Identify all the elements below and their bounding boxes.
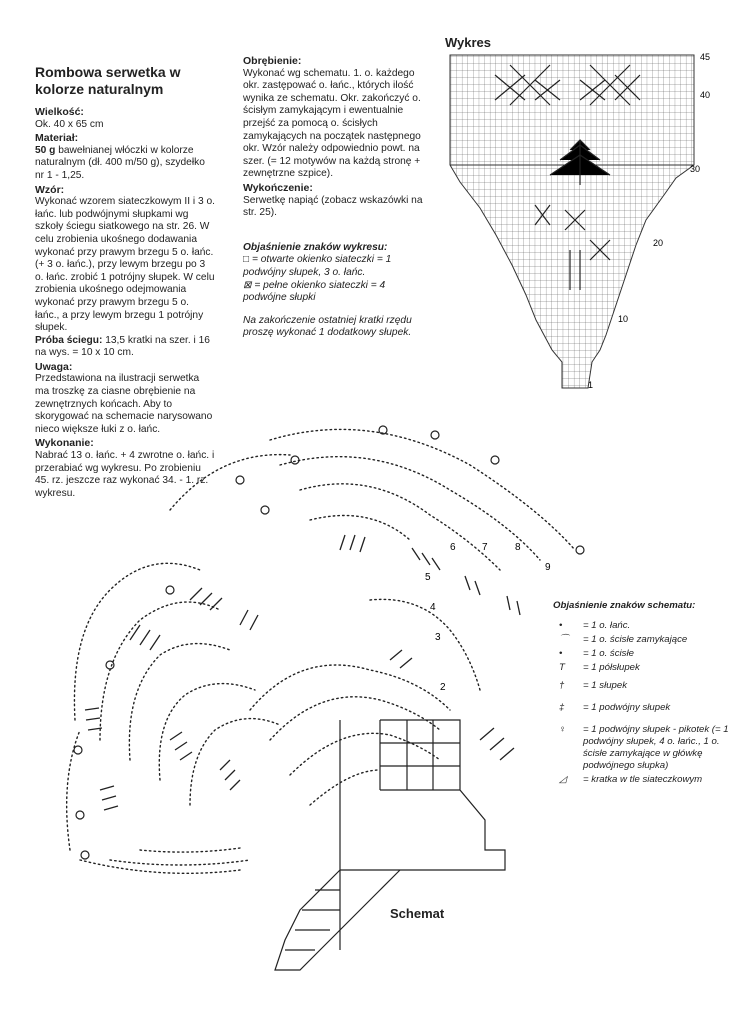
round-label-7: 7 [482, 542, 488, 553]
dc-icon: † [559, 680, 565, 691]
mesh-icon: ◿ [559, 774, 567, 785]
row-label-10: 10 [618, 314, 629, 324]
gauge-paragraph [35, 335, 215, 360]
open-square-icon: □ [243, 254, 250, 266]
legend-item-half-double: T = 1 półsłupek [553, 662, 743, 674]
arc-icon: ⌒ [559, 634, 569, 645]
note-heading: Uwaga: [35, 360, 73, 373]
row-label-20: 20 [653, 238, 664, 248]
legend-open-mesh: □ = otwarte okienko siateczki = 1 podwójny słupek, 3 o. łańc. [243, 254, 392, 278]
legend-item-double: † = 1 słupek [553, 680, 743, 692]
chart-title: Wykres [445, 35, 492, 50]
diagram-legend-heading: Objaśnienie znaków schematu: [553, 600, 696, 611]
round-label-3: 3 [435, 632, 441, 643]
execution-text: Nabrać 13 o. łańc. + 4 zwrotne o. łańc. i przerabiać wg wykresu. Po zrobieniu 45. rz. jeszcze raz wykonać 34. - 1. rz. wykresu. [35, 450, 215, 499]
legend-item-slip-stitch: • = 1 o. ścisłe [553, 648, 743, 660]
closing-note: Na zakończenie ostatniej kratki rzędu proszę wykonać 1 dodatkowy słupek. [243, 314, 412, 339]
pattern-text: Wykonać wzorem siateczkowym II i 3 o. łańc. lub podwójnymi słupkami wg szkoły ściegu siatkowego na str. 26. W celu zrobienia ukośnego dodawania wykonać przy prawym brzegu 5 o. łańc. (+ 3 o. łańc.), przy lewym brzegu po 3 o. łańc. zrobić 1 potrójny słupek. W celu zrobienia ukośnego odejmowania wykonać przy prawym brzegu 5 o. łańc., a przy lewym brzegu 1 potrójny słupek. [35, 196, 215, 334]
finishing-heading: Wykończenie: [243, 181, 313, 194]
pattern-heading: Wzór: [35, 183, 65, 196]
gauge-heading: Próba ściegu: [35, 334, 103, 346]
row-label-45: 45 [700, 52, 711, 62]
round-label-2: 2 [440, 682, 446, 693]
legend-item-slip-stitch-closing: ⌒ = 1 o. ścisłe zamykające [553, 634, 743, 646]
edging-heading: Obrębienie: [243, 55, 302, 67]
edging-text: Wykonać wg schematu. 1. o. każdego okr. zastępować o. łańc., których ilość wynika ze schematu. Okr. zakończyć o. ścisłym zamykającym i ewentualnie przejść za pomocą o. ścisłych zamykających na początek następnego okr. Wzór należy odpowiednio powt. na szer. (= 12 motywów na każdą stronę + zewnętrzne szpice). [243, 67, 421, 180]
round-label-9: 9 [545, 562, 551, 573]
legend-filled-mesh: ⊠ = pełne okienko siateczki = 4 podwójne słupki [243, 279, 386, 304]
tr-icon: ‡ [559, 702, 565, 713]
dot-icon: • [559, 620, 563, 631]
size-heading: Wielkość: [35, 106, 84, 118]
note-text: Przedstawiona na ilustracji serwetka ma troszkę za ciasne obrębienie na zewnętrznych końcach. Aby to skorygować na schemacie narysowano nieco większe łuki z o. łańc. [35, 373, 213, 435]
size-text: Ok. 40 x 65 cm [35, 118, 104, 130]
material-heading: Materiał: [35, 132, 79, 145]
finishing-text: Serwetkę napiąć (zobacz wskazówki na str. 25). [243, 194, 423, 219]
round-label-8: 8 [515, 542, 521, 553]
page-title: Rombowa serwetka w kolorze naturalnym [35, 64, 181, 97]
gauge-text: 13,5 kratki na szer. i 16 na wys. = 10 x 10 cm. [35, 334, 210, 359]
material-paragraph [35, 145, 215, 183]
diagram-title: Schemat [390, 906, 445, 921]
instructions-column-middle [243, 54, 423, 340]
dot-icon: • [559, 648, 563, 659]
legend-item-picot: ♀ = 1 podwójny słupek - pikotek (= 1 podwójny słupek, 4 o. łańc., 1 o. ścisłe zamykające w główkę podwójnego słupka) [559, 724, 729, 771]
row-label-1: 1 [588, 380, 594, 390]
legend-item-mesh: ◿ = kratka w tle siateczkowym [553, 774, 743, 786]
edging-diagram [40, 410, 600, 990]
execution-heading: Wykonanie: [35, 437, 94, 450]
picot-icon: ♀ [559, 724, 567, 735]
round-label-4: 4 [430, 602, 436, 613]
legend-item-chain: • = 1 o. łańc. [553, 620, 743, 632]
round-label-5: 5 [425, 572, 431, 583]
row-label-40: 40 [700, 90, 711, 100]
half-dc-icon: T [559, 662, 565, 673]
filet-chart [440, 50, 740, 395]
round-label-6: 6 [450, 542, 456, 553]
chart-legend-heading: Objaśnienie znaków wykresu: [243, 241, 388, 253]
material-text: bawełnianej włóczki w kolorze naturalnym (dł. 400 m/50 g), szydełko nr 1 - 1,25. [35, 144, 205, 181]
diagram-legend [553, 600, 743, 788]
legend-item-treble: ‡ = 1 podwójny słupek [553, 702, 743, 714]
crossed-square-icon: ⊠ [243, 279, 252, 291]
material-amount: 50 g [35, 144, 56, 156]
row-label-30: 30 [690, 164, 701, 174]
